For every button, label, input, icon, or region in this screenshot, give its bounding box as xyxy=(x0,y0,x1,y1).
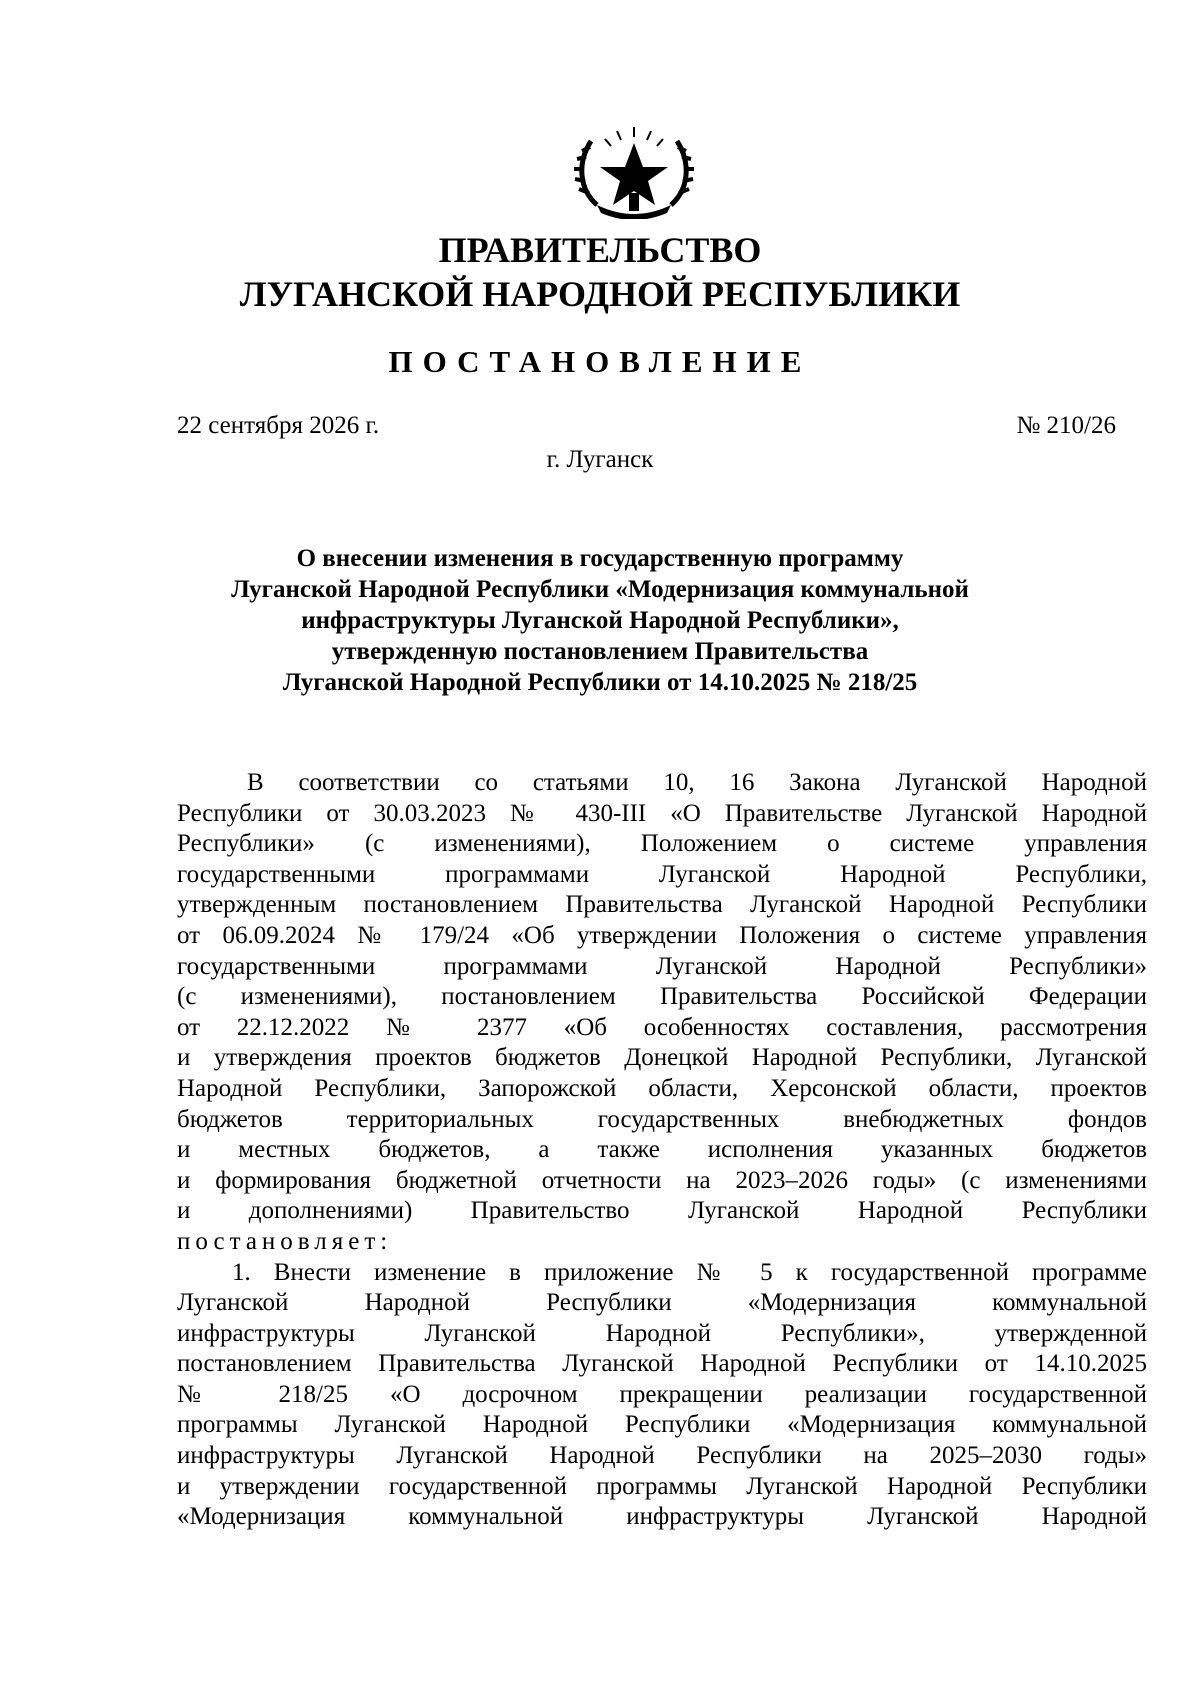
title-line: О внесении изменения в государственную программу xyxy=(296,545,904,572)
document-body xyxy=(177,768,1147,1533)
body-line-resolves: постановляет: xyxy=(177,1227,393,1255)
body-line: от 22.12.2022 № 2377 «Об особенностях составления, рассмотрения xyxy=(177,1013,1147,1041)
body-line: и утверждении государственной программы Луганской Народной Республики xyxy=(177,1472,1147,1500)
title-line: Луганской Народной Республики «Модернизация коммунальной xyxy=(231,576,969,603)
document-type: ПОСТАНОВЛЕНИЕ xyxy=(388,344,812,379)
body-line: постановлением Правительства Луганской Народной Республики от 14.10.2025 xyxy=(177,1350,1147,1378)
body-line: и формирования бюджетной отчетности на 2023–2026 годы» (с изменениями xyxy=(177,1166,1147,1194)
document-city: г. Луганск xyxy=(546,446,654,473)
body-line: (с изменениями), постановлением Правительства Российской Федерации xyxy=(177,983,1147,1011)
body-line: Народной Республики, Запорожской области, Херсонской области, проектов xyxy=(177,1074,1147,1102)
body-line: Луганской Народной Республики «Модернизация коммунальной xyxy=(177,1289,1147,1317)
organization-name-line1: ПРАВИТЕЛЬСТВО xyxy=(438,230,762,270)
body-line: «Модернизация коммунальной инфраструктуры Луганской Народной xyxy=(177,1503,1147,1531)
coat-of-arms-emblem xyxy=(567,123,701,219)
document-number: № 210/26 xyxy=(1016,412,1116,439)
body-line: и утверждения проектов бюджетов Донецкой Народной Республики, Луганской xyxy=(177,1044,1147,1072)
body-line: государственными программами Луганской Народной Республики» xyxy=(177,952,1147,980)
title-line: Луганской Народной Республики от 14.10.2025 № 218/25 xyxy=(282,669,918,696)
body-line: программы Луганской Народной Республики «Модернизация коммунальной xyxy=(177,1411,1147,1439)
title-line: инфраструктуры Луганской Народной Республики», xyxy=(301,607,899,634)
document-title xyxy=(0,543,1200,698)
body-line: инфраструктуры Луганской Народной Республики на 2025–2030 годы» xyxy=(177,1442,1147,1470)
body-line: и местных бюджетов, а также исполнения указанных бюджетов xyxy=(177,1136,1147,1164)
body-line: 1. Внести изменение в приложение № 5 к государственной программе xyxy=(232,1258,1147,1286)
organization-name-line2: ЛУГАНСКОЙ НАРОДНОЙ РЕСПУБЛИКИ xyxy=(239,274,961,314)
body-line: Республики от 30.03.2023 № 430-III «О Правительстве Луганской Народной xyxy=(177,799,1147,827)
body-line: от 06.09.2024 № 179/24 «Об утверждении Положения о системе управления xyxy=(177,921,1147,949)
title-line: утвержденную постановлением Правительства xyxy=(331,638,869,665)
body-line: бюджетов территориальных государственных внебюджетных фондов xyxy=(177,1105,1147,1133)
body-line: государственными программами Луганской Народной Республики, xyxy=(177,860,1147,888)
document-date: 22 сентября 2026 г. xyxy=(177,412,380,439)
body-line: и дополнениями) Правительство Луганской Народной Республики xyxy=(177,1197,1147,1225)
body-line: Республики» (с изменениями), Положением о системе управления xyxy=(177,830,1147,858)
body-line: В соответствии со статьями 10, 16 Закона Луганской Народной xyxy=(247,769,1147,796)
body-line: № 218/25 «О досрочном прекращении реализации государственной xyxy=(177,1380,1147,1408)
body-line: утвержденным постановлением Правительства Луганской Народной Республики xyxy=(177,891,1147,919)
body-line: инфраструктуры Луганской Народной Республики», утвержденной xyxy=(177,1319,1147,1347)
